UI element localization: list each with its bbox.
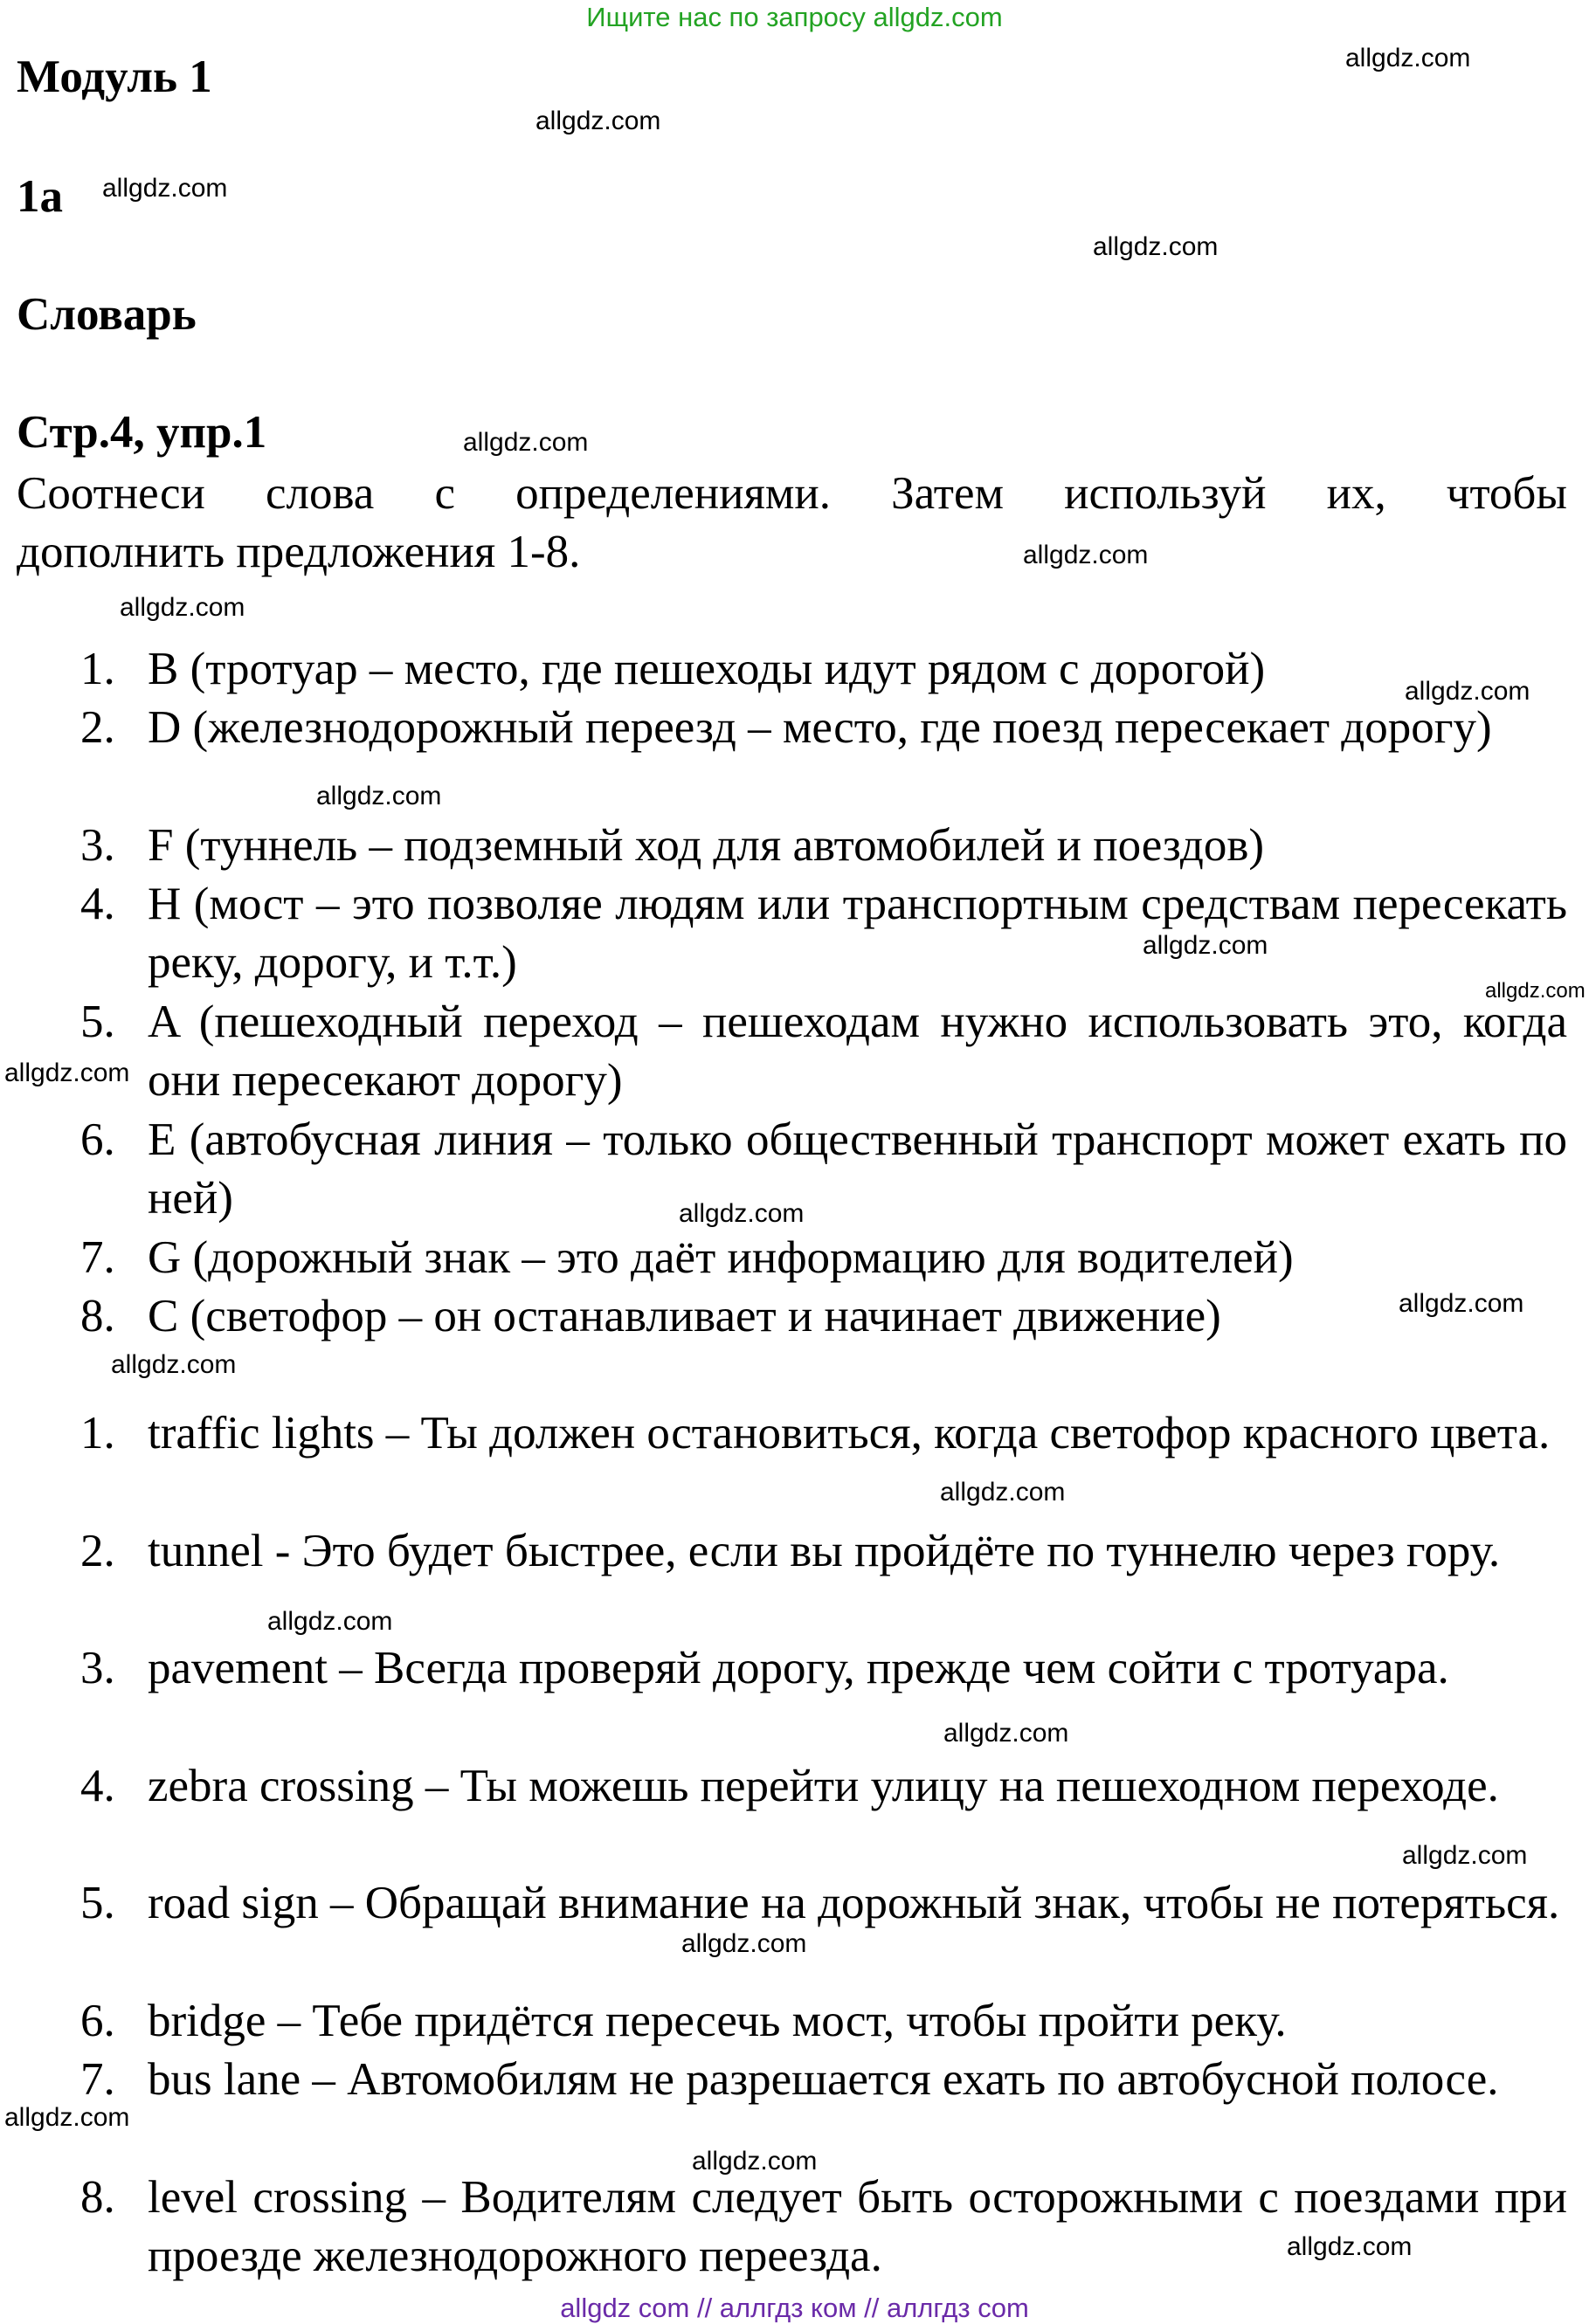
watermark: allgdz.com <box>1143 931 1268 960</box>
list1-number: 8. <box>80 1291 115 1341</box>
instruction-line-1: Соотнеси слова с определениями. Затем используй их, чтобы <box>17 468 1567 519</box>
section-title: Словарь <box>17 289 197 340</box>
watermark: allgdz.com <box>1405 677 1530 706</box>
watermark: allgdz.com <box>1287 2232 1413 2261</box>
watermark: allgdz.com <box>1485 979 1586 1003</box>
list2-number: 7. <box>80 2054 115 2105</box>
list2-text: level crossing – Водителям следует быть осторожными с поездами при проезде железнодорожного переезда. <box>148 2172 1567 2281</box>
module-title: Модуль 1 <box>17 52 212 102</box>
list1-text: A (пешеходный переход – пешеходам нужно использовать это, когда они пересекают дорогу) <box>148 996 1567 1106</box>
watermark: allgdz.com <box>692 2147 818 2176</box>
list1-number: 2. <box>80 702 115 753</box>
list1-text: F (туннель – подземный ход для автомобилей и поездов) <box>148 820 1265 871</box>
watermark: allgdz.com <box>267 1607 393 1636</box>
list1-text: C (светофор – он останавливает и начинает движение) <box>148 1291 1221 1341</box>
list2-text: bridge – Тебе придётся пересечь мост, чтобы пройти реку. <box>148 1996 1287 2046</box>
list1-text: E (автобусная линия – только общественный транспорт может ехать по ней) <box>148 1114 1567 1224</box>
watermark: allgdz.com <box>943 1719 1069 1748</box>
list2-text: zebra crossing – Ты можешь перейти улицу на пешеходном переходе. <box>148 1761 1499 1811</box>
list2-text: road sign – Обращай внимание на дорожный знак, чтобы не потеряться. <box>148 1878 1560 1928</box>
list2-number: 6. <box>80 1996 115 2046</box>
exercise-title: Стр.4, упр.1 <box>17 407 267 458</box>
list1-number: 1. <box>80 644 115 694</box>
watermark: allgdz.com <box>535 107 661 135</box>
list1-number: 5. <box>80 996 115 1047</box>
watermark: allgdz.com <box>4 1059 130 1087</box>
watermark: allgdz.com <box>120 593 245 622</box>
watermark: allgdz.com <box>1402 1841 1528 1870</box>
watermark: allgdz.com <box>940 1478 1066 1507</box>
watermark: allgdz.com <box>1399 1289 1524 1318</box>
list2-number: 4. <box>80 1761 115 1811</box>
lesson-label: 1a <box>17 171 63 222</box>
bottom-banner: allgdz com // аллгдз ком // аллгдз com <box>560 2293 1029 2323</box>
list1-number: 6. <box>80 1114 115 1165</box>
list1-text: D (железнодорожный переезд – место, где поезд пересекает дорогу) <box>148 702 1492 753</box>
list1-text: G (дорожный знак – это даёт информацию для водителей) <box>148 1232 1294 1283</box>
list2-number: 1. <box>80 1408 115 1459</box>
list2-text: bus lane – Автомобилям не разрешается ехать по автобусной полосе. <box>148 2054 1499 2105</box>
list2-text: tunnel - Это будет быстрее, если вы пройдёте по туннелю через гору. <box>148 1526 1501 1576</box>
list2-text: pavement – Всегда проверяй дорогу, прежде чем сойти с тротуара. <box>148 1643 1449 1693</box>
watermark: allgdz.com <box>4 2103 130 2132</box>
watermark: allgdz.com <box>1345 44 1471 72</box>
list2-number: 5. <box>80 1878 115 1928</box>
watermark: allgdz.com <box>316 782 442 810</box>
instruction <box>17 465 1567 582</box>
watermark: allgdz.com <box>463 428 589 457</box>
watermark: allgdz.com <box>679 1199 805 1228</box>
list1-number: 3. <box>80 820 115 871</box>
top-banner: Ищите нас по запросу allgdz.com <box>586 2 1003 32</box>
watermark: allgdz.com <box>1093 232 1219 261</box>
instruction-line-2: дополнить предложения 1-8. <box>17 527 581 577</box>
list2-text: traffic lights – Ты должен остановиться, когда светофор красного цвета. <box>148 1408 1551 1459</box>
list2-number: 2. <box>80 1526 115 1576</box>
list1-text: B (тротуар – место, где пешеходы идут рядом с дорогой) <box>148 644 1266 694</box>
list1-text: H (мост – это позволяе людям или транспортным средствам пересекать реку, дорогу, и т.т.) <box>148 879 1567 988</box>
watermark: allgdz.com <box>681 1929 807 1958</box>
watermark: allgdz.com <box>111 1350 237 1379</box>
watermark: allgdz.com <box>102 174 228 203</box>
list1-number: 7. <box>80 1232 115 1283</box>
watermark: allgdz.com <box>1023 541 1149 569</box>
list2-number: 3. <box>80 1643 115 1693</box>
list1-number: 4. <box>80 879 115 929</box>
list2-number: 8. <box>80 2172 115 2223</box>
